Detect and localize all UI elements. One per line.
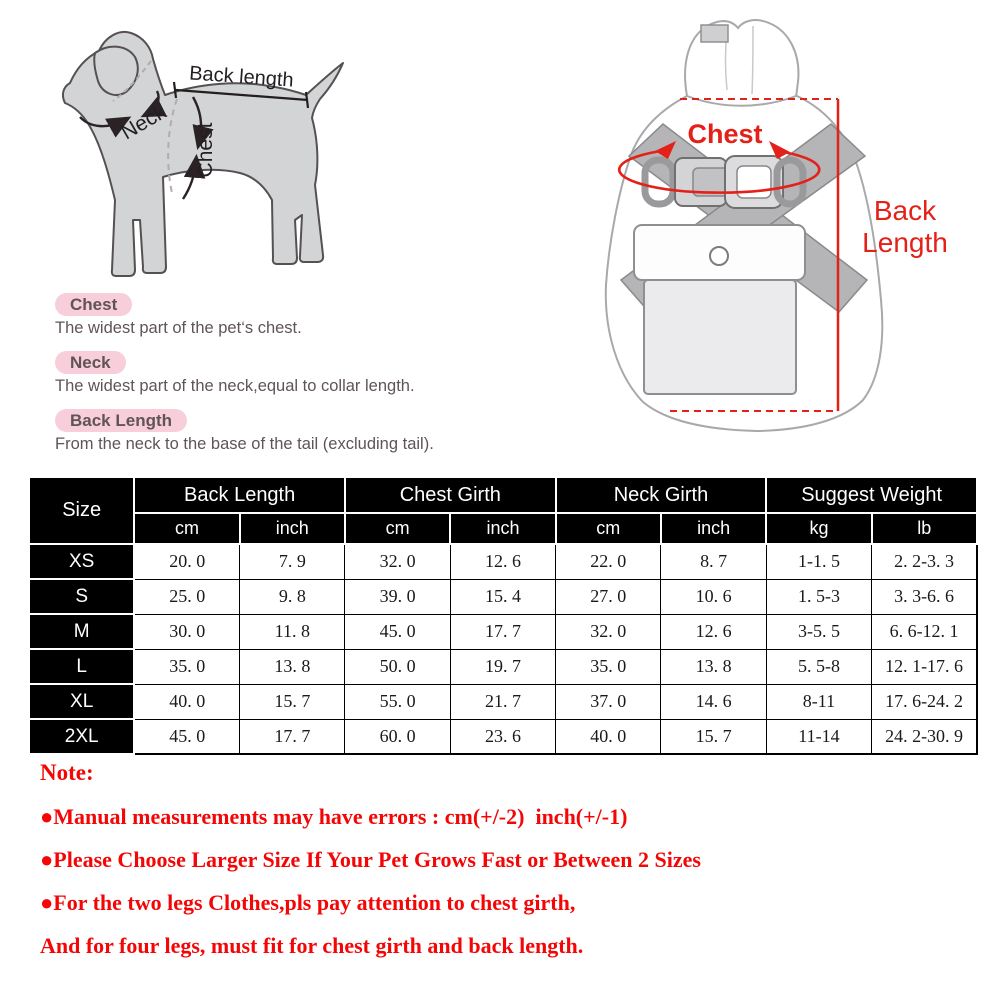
- neck-term-pill: Neck: [55, 351, 126, 374]
- table-cell: 12. 6: [661, 614, 766, 649]
- table-cell: 13. 8: [240, 649, 345, 684]
- table-row: [29, 579, 977, 614]
- table-cell: 17. 7: [240, 719, 345, 754]
- table-cell: 55. 0: [345, 684, 450, 719]
- table-cell: 9. 8: [240, 579, 345, 614]
- table-header-row: [29, 477, 977, 513]
- chest-term-pill: Chest: [55, 293, 132, 316]
- table-row: [29, 719, 977, 754]
- table-cell: 12. 1-17. 6: [872, 649, 977, 684]
- table-cell: 60. 0: [345, 719, 450, 754]
- table-cell: 10. 6: [661, 579, 766, 614]
- size-label: XL: [29, 684, 134, 719]
- unit-header: inch: [240, 513, 345, 544]
- unit-header: cm: [134, 513, 239, 544]
- table-cell: 50. 0: [345, 649, 450, 684]
- table-cell: 30. 0: [134, 614, 239, 649]
- table-cell: 1-1. 5: [766, 544, 871, 579]
- table-cell: 15. 7: [240, 684, 345, 719]
- table-cell: 23. 6: [450, 719, 555, 754]
- table-cell: 17. 6-24. 2: [872, 684, 977, 719]
- table-cell: 35. 0: [134, 649, 239, 684]
- back-length-definition-text: From the neck to the base of the tail (excluding tail).: [55, 435, 434, 453]
- table-cell: 2. 2-3. 3: [872, 544, 977, 579]
- table-cell: 39. 0: [345, 579, 450, 614]
- table-cell: 12. 6: [450, 544, 555, 579]
- table-cell: 3. 3-6. 6: [872, 579, 977, 614]
- definition-chest: [55, 293, 515, 338]
- size-column-header: Size: [29, 477, 134, 544]
- unit-header: inch: [661, 513, 766, 544]
- note-section: [40, 760, 960, 976]
- note-title: Note:: [40, 760, 94, 785]
- table-cell: 15. 7: [661, 719, 766, 754]
- table-cell: 35. 0: [556, 649, 661, 684]
- table-cell: 20. 0: [134, 544, 239, 579]
- table-cell: 24. 2-30. 9: [872, 719, 977, 754]
- table-cell: 13. 8: [661, 649, 766, 684]
- note-line: ●Manual measurements may have errors : cm(+/-2) inch(+/-1): [40, 804, 628, 829]
- table-cell: 45. 0: [134, 719, 239, 754]
- size-label: XS: [29, 544, 134, 579]
- chest-girth-group-header: Chest Girth: [345, 477, 556, 513]
- size-table: [28, 476, 978, 755]
- table-cell: 45. 0: [345, 614, 450, 649]
- table-cell: 37. 0: [556, 684, 661, 719]
- table-cell: 27. 0: [556, 579, 661, 614]
- unit-header: cm: [556, 513, 661, 544]
- table-row: [29, 544, 977, 579]
- note-line: And for four legs, must fit for chest girth and back length.: [40, 933, 584, 958]
- dog-measurement-diagram: [25, 15, 370, 290]
- size-label: M: [29, 614, 134, 649]
- chest-definition-text: The widest part of the pet‘s chest.: [55, 319, 302, 337]
- size-label: S: [29, 579, 134, 614]
- table-cell: 22. 0: [556, 544, 661, 579]
- table-cell: 11. 8: [240, 614, 345, 649]
- note-line: ●For the two legs Clothes,pls pay attention to chest girth,: [40, 890, 576, 915]
- table-cell: 40. 0: [134, 684, 239, 719]
- suggest-weight-group-header: Suggest Weight: [766, 477, 977, 513]
- size-label: 2XL: [29, 719, 134, 754]
- dog-neck-label: Neck: [117, 100, 171, 145]
- unit-header: lb: [872, 513, 977, 544]
- table-cell: 8-11: [766, 684, 871, 719]
- table-cell: 5. 5-8: [766, 649, 871, 684]
- table-cell: 40. 0: [556, 719, 661, 754]
- measurement-definitions: [55, 293, 515, 467]
- pocket-body: [644, 280, 796, 394]
- table-cell: 21. 7: [450, 684, 555, 719]
- jacket-chest-label: Chest: [687, 119, 763, 149]
- table-row: [29, 684, 977, 719]
- dog-chest-label: Chest: [194, 122, 217, 178]
- size-label: L: [29, 649, 134, 684]
- definition-back-length: [55, 409, 515, 454]
- table-cell: 8. 7: [661, 544, 766, 579]
- dog-back-length-label: Back length: [188, 62, 295, 92]
- dog-ear: [94, 47, 138, 95]
- table-cell: 1. 5-3: [766, 579, 871, 614]
- table-row: [29, 614, 977, 649]
- unit-header: cm: [345, 513, 450, 544]
- back-length-group-header: Back Length: [134, 477, 345, 513]
- definition-neck: [55, 351, 515, 396]
- neck-definition-text: The widest part of the neck,equal to collar length.: [55, 377, 415, 395]
- neck-girth-group-header: Neck Girth: [556, 477, 767, 513]
- table-cell: 7. 9: [240, 544, 345, 579]
- table-cell: 25. 0: [134, 579, 239, 614]
- jacket-measurement-diagram: [575, 10, 975, 440]
- table-row: [29, 649, 977, 684]
- table-cell: 3-5. 5: [766, 614, 871, 649]
- jacket-back-length-label: Length: [862, 227, 948, 258]
- table-cell: 17. 7: [450, 614, 555, 649]
- pocket-button: [710, 247, 728, 265]
- back-length-term-pill: Back Length: [55, 409, 187, 432]
- collar-loop-tab: [701, 25, 728, 42]
- jacket-back-length-label: Back: [873, 195, 937, 226]
- table-cell: 32. 0: [345, 544, 450, 579]
- table-cell: 19. 7: [450, 649, 555, 684]
- table-cell: 15. 4: [450, 579, 555, 614]
- table-unit-row: [29, 513, 977, 544]
- table-cell: 32. 0: [556, 614, 661, 649]
- note-line: ●Please Choose Larger Size If Your Pet Grows Fast or Between 2 Sizes: [40, 847, 701, 872]
- table-cell: 11-14: [766, 719, 871, 754]
- unit-header: kg: [766, 513, 871, 544]
- table-cell: 14. 6: [661, 684, 766, 719]
- table-cell: 6. 6-12. 1: [872, 614, 977, 649]
- unit-header: inch: [450, 513, 555, 544]
